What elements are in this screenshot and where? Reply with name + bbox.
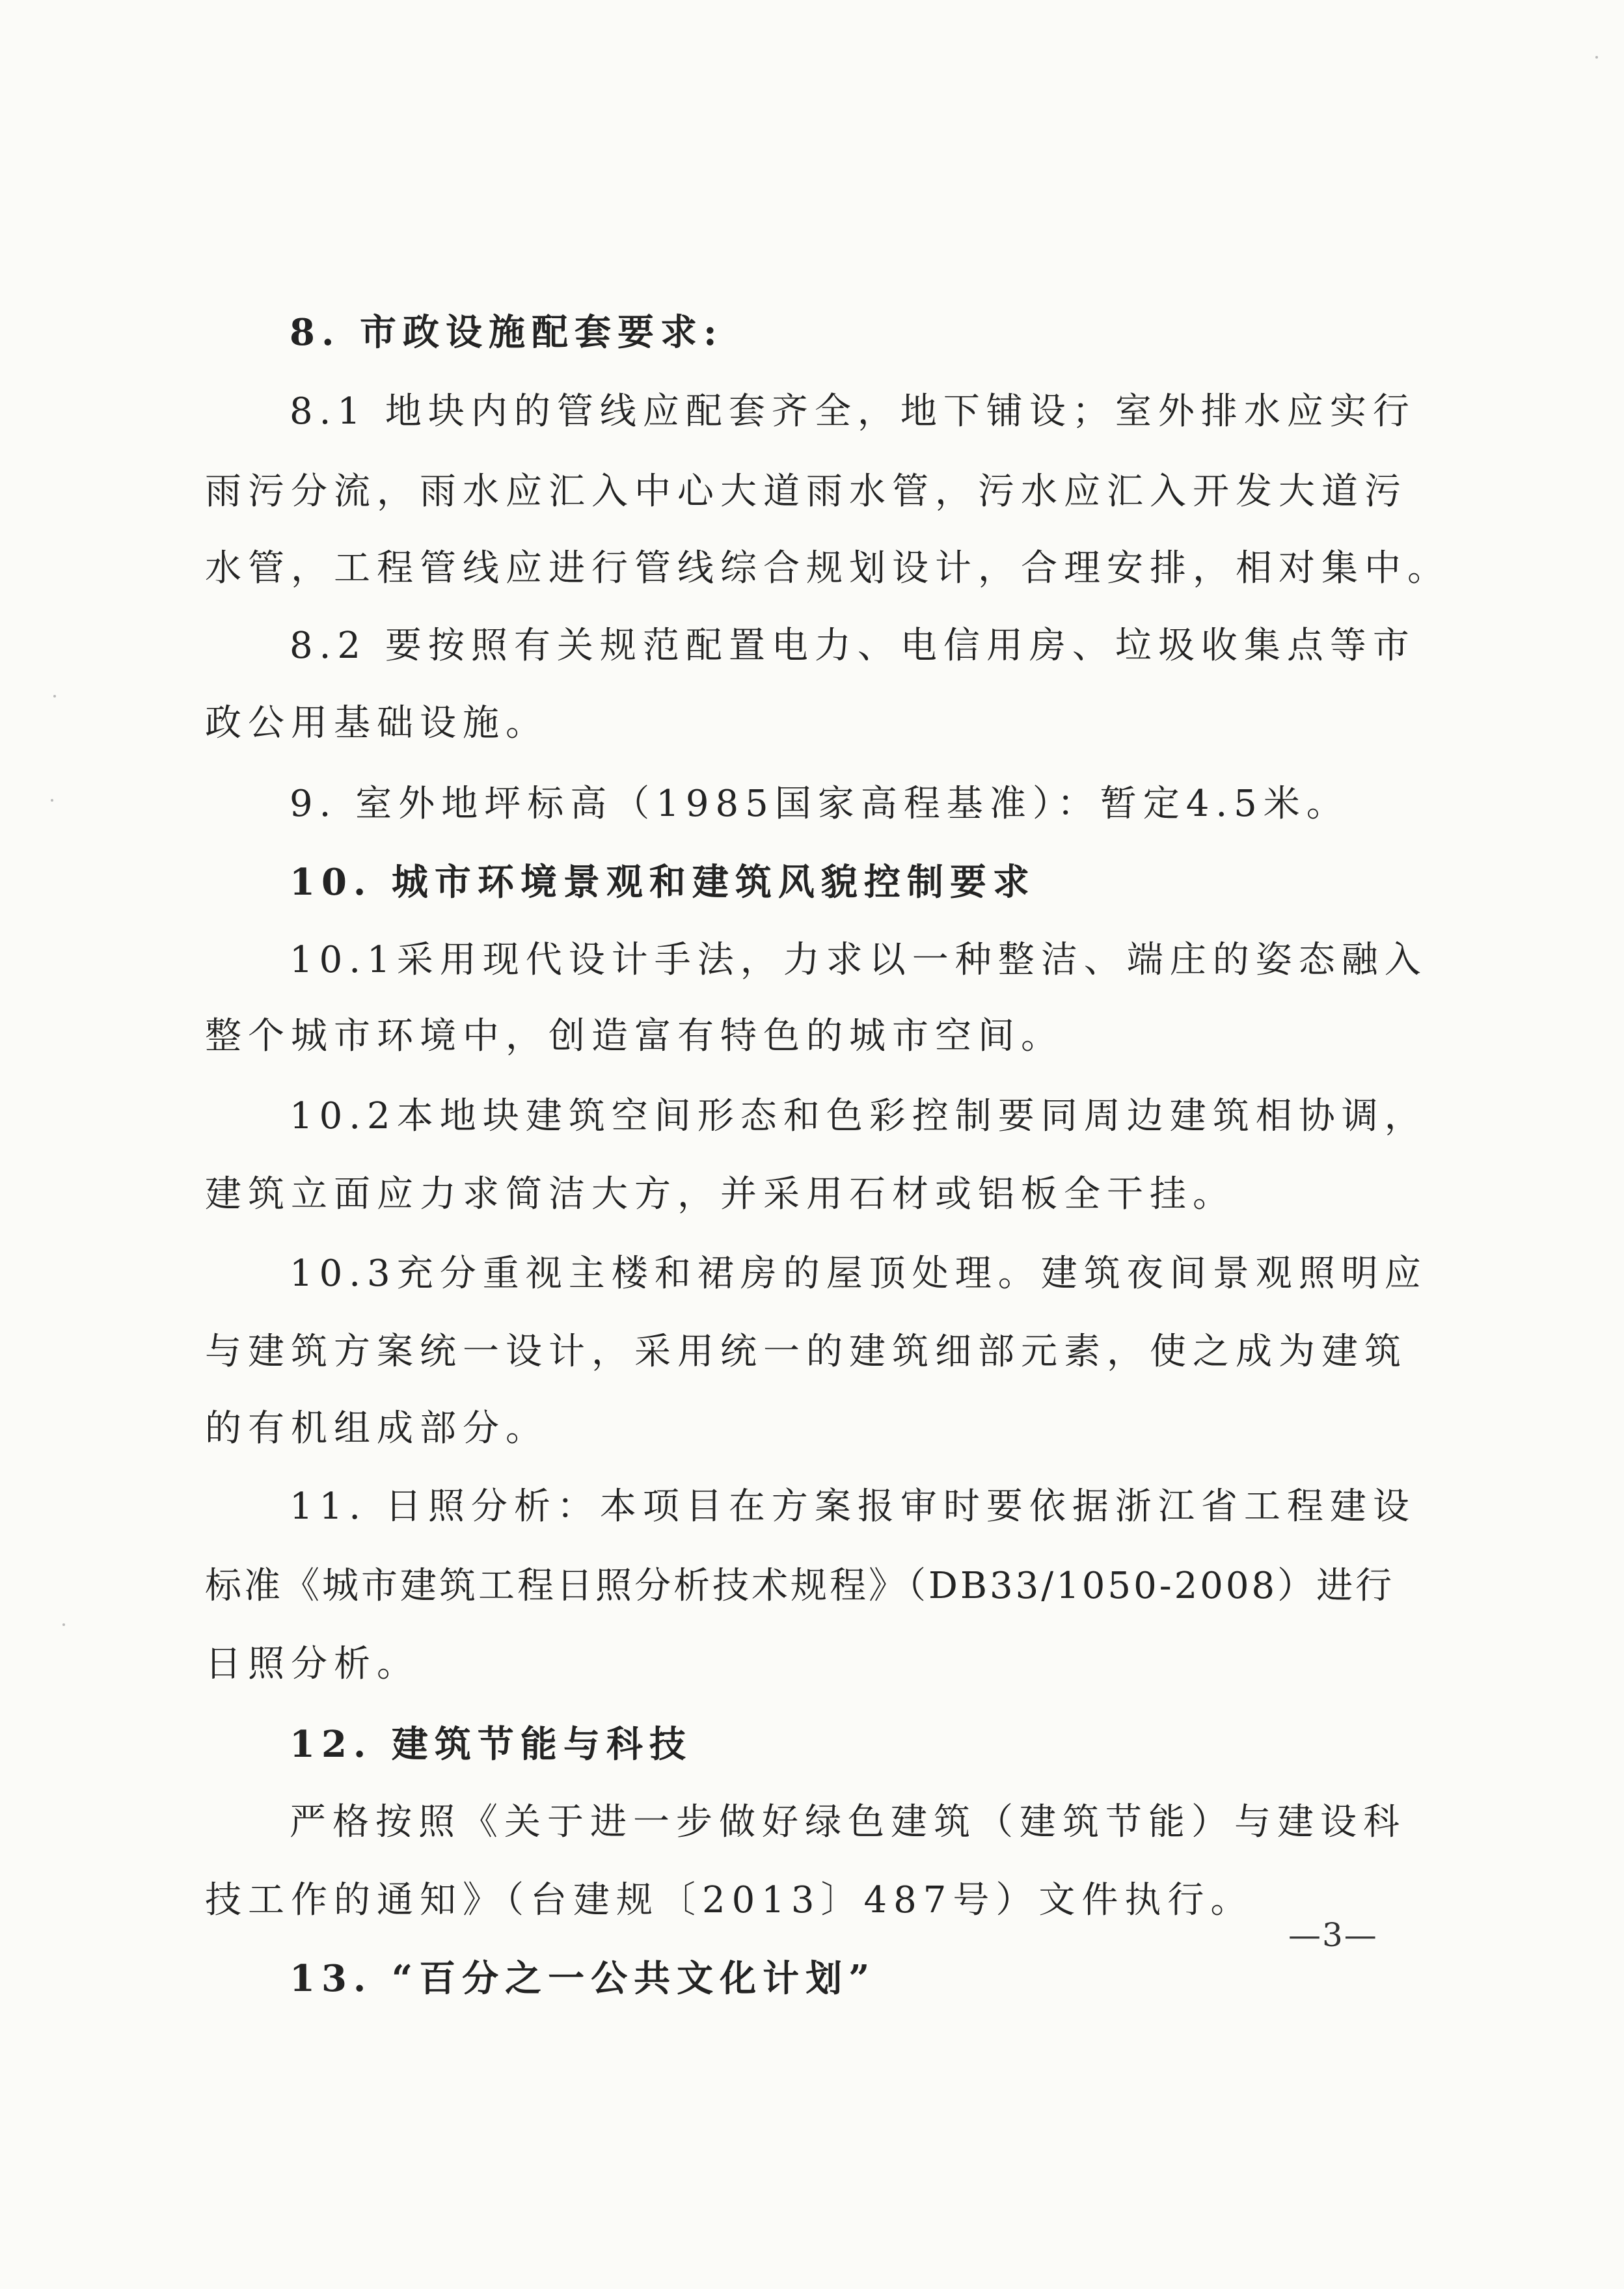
scan-speck [1595, 56, 1598, 59]
paragraph-line: 政公用基础设施。 [205, 702, 548, 744]
heading-11: 11. 日照分析：本项目在方案报审时要依据浙江省工程建设 [290, 1485, 1416, 1528]
paragraph-line: 水管，工程管线应进行管线综合规划设计，合理安排，相对集中。 [205, 547, 1450, 589]
heading-13: 13. “百分之一公共文化计划” [290, 1957, 876, 2000]
page-number: —3— [1288, 1916, 1378, 1954]
paragraph-line: 的有机组成部分。 [205, 1407, 548, 1450]
paragraph-line: 10.3充分重视主楼和裙房的屋顶处理。建筑夜间景观照明应 [290, 1253, 1428, 1295]
paragraph-line: 与建筑方案统一设计，采用统一的建筑细部元素，使之成为建筑 [205, 1331, 1407, 1373]
heading-9: 9. 室外地坪标高（1985国家高程基准）：暂定4.5米。 [290, 783, 1349, 825]
paragraph-line: 建筑立面应力求简洁大方，并采用石材或铝板全干挂。 [205, 1173, 1236, 1215]
heading-10: 10. 城市环境景观和建筑风貌控制要求 [290, 861, 1036, 904]
paragraph-line: 整个城市环境中，创造富有特色的城市空间。 [205, 1015, 1064, 1057]
paragraph-line: 雨污分流，雨水应汇入中心大道雨水管，污水应汇入开发大道污 [205, 470, 1407, 513]
paragraph-line: 10.2本地块建筑空间形态和色彩控制要同周边建筑相协调， [290, 1095, 1428, 1137]
paragraph-line: 8.2 要按照有关规范配置电力、电信用房、垃圾收集点等市 [290, 625, 1416, 667]
paragraph-line: 严格按照《关于进一步做好绿色建筑（建筑节能）与建设科 [290, 1801, 1406, 1843]
paragraph-line: 标准《城市建筑工程日照分析技术规程》（DB33/1050-2008）进行 [205, 1565, 1395, 1607]
paragraph-line: 8.1 地块内的管线应配套齐全，地下铺设；室外排水应实行 [290, 390, 1416, 433]
scan-speck [53, 695, 56, 698]
paragraph-line: 日照分析。 [205, 1643, 420, 1685]
scan-speck [62, 1623, 65, 1626]
scan-speck [51, 799, 53, 802]
heading-8: 8. 市政设施配套要求: [290, 311, 724, 354]
heading-12: 12. 建筑节能与科技 [290, 1723, 692, 1766]
paragraph-line: 10.1采用现代设计手法，力求以一种整洁、端庄的姿态融入 [290, 939, 1428, 981]
paragraph-line: 技工作的通知》（台建规〔2013〕487号）文件执行。 [205, 1879, 1254, 1921]
